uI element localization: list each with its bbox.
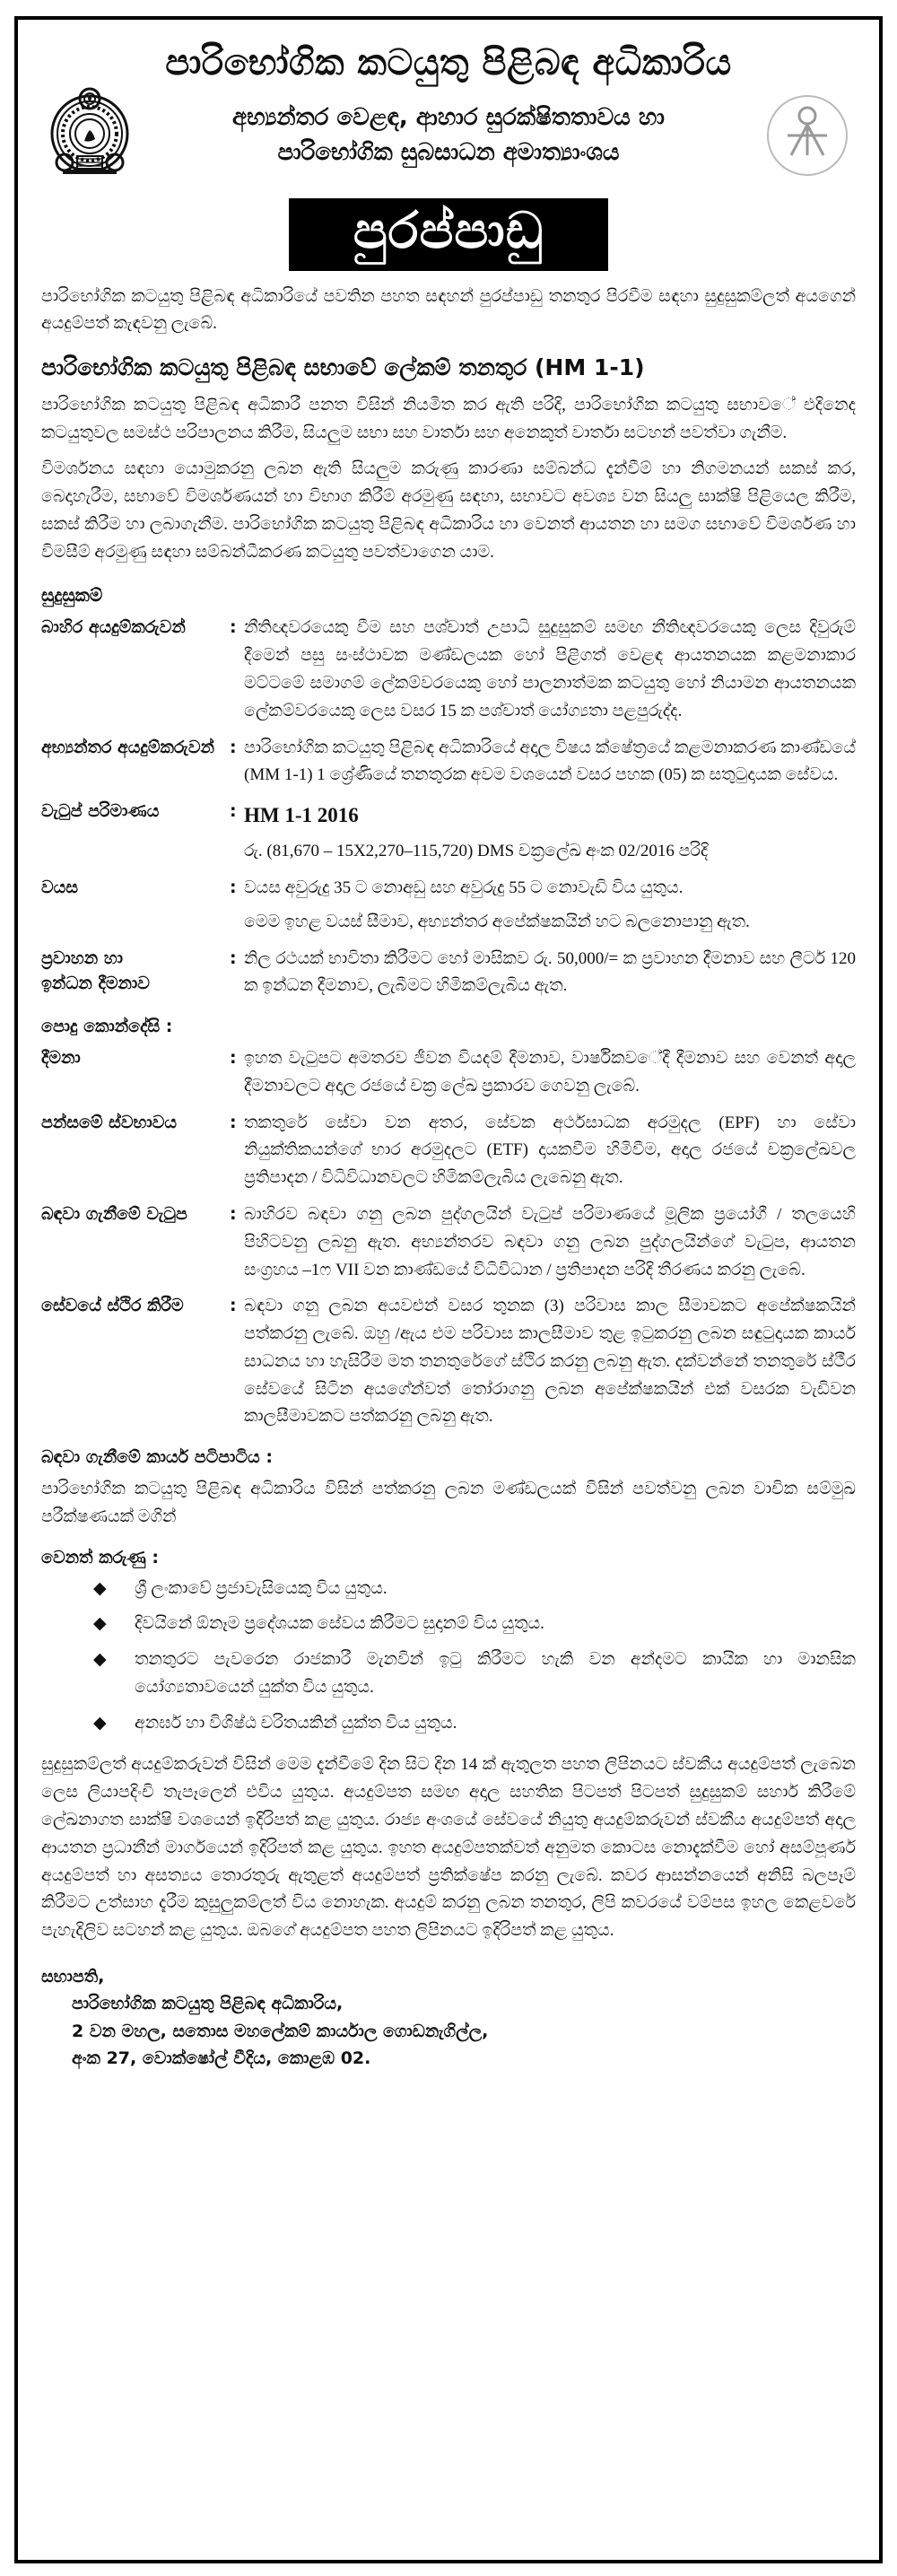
condition-row-pension <box>41 1110 856 1192</box>
row-label-line1: ප්‍රවාහන හා <box>41 947 123 968</box>
ministry-line-2: පාරිභෝගික සුබසාධන අමාත්‍යාංශය <box>277 138 620 166</box>
vacancy-banner-wrap <box>41 198 856 271</box>
ministry-subtitle <box>138 100 759 170</box>
other-bullet-item <box>41 1646 856 1702</box>
other-bullet-item <box>41 1611 856 1638</box>
row-colon: : <box>230 1203 237 1224</box>
general-conditions-heading: පොදු කොන්දේසි : <box>41 1017 173 1037</box>
row-value: ඉහත වැටුපට අමතරව ජීවන වියදම් දීමනාව, වාර්ෂිකව​ේදී දීමනාව සහ වෙනත් අදාල දීමනාවලට අදාල රජයේ චක්‍ර ලේඛ ප්‍රකාරව ගෙවනු ලැබේ. <box>244 1049 856 1096</box>
row-colon: : <box>230 1296 237 1316</box>
signatory-title: සභාපති, <box>41 1966 105 1987</box>
row-label: සේවයේ ස්ථිර කිරීම <box>41 1296 184 1316</box>
recruitment-procedure-heading: බඳවා ගැනීමේ කාර්ය පටිපාටිය : <box>41 1447 273 1468</box>
row-label: බඳවා ගැනීමේ වැටුප <box>41 1203 187 1224</box>
diamond-bullet-icon: ◆ <box>93 1650 107 1670</box>
closing-instructions-paragraph: සුදුසුකම්ලත් අයදුම්කරුවන් විසින් මෙම දැන්වීමේ දින සිට දින 14 ක් ඇතුලත පහත ලිපිනයට ස්වකීය අයදුම්පත් ලැබෙන ලෙස ලියාපදිංචි තැපෑලෙන් එවිය යුතුය. අයදුම්පත සමඟ අදාල සහතික පිටපත් පිටපත් සුදුසුකම් සහාර් කිරීමේ ලේඛනාගත සාක්ෂි වශයෙන් ඉදිරිපත් කළ යුතුය. රාජ්‍ය අංශයේ සේවයේ නියුතු අයදුම්කරුවන් ස්වකීය අයදුම්පත් අදාල ආයතන ප්‍රධානීන් මාර්ගයෙන් ඉදිරිපත් කළ යුතුය. ඉහත අයදුම්පතක්වත් අනුමත කොටස නොදැක්වීම හෝ අසම්පූර්ණ අයදුම්පත් හා අසත්‍යය තොරතුරු ඇතුළත් අයදුම්පත් ප්‍රතික්ෂේප කරනු ලැබේ. කවර ආසන්නයෙන් අනිසි බලපෑම් කිරීමට උත්සාහ දැරීම කුසුලුකම්ලත් විය නොහැක. අයදුම් කරනු ලබන තනතුර, ලිපි කවරයේ වම්පස ඉහල කෙළවරේ පැහැදිලිව සටහන් කළ යුතුය. ඔබගේ අයදුම්පත පහත ලිපිනයට ඉදිරිපත් කළ යුතුය. <box>41 1755 856 1941</box>
row-label <box>41 946 230 997</box>
row-colon: : <box>230 1112 237 1132</box>
row-value: පාරිභෝගික කටයුතු පිළිබඳ අධිකාරියේ අදාල විෂය ක්ෂේත්‍රයේ කළමනාකරණ කාණ්ඩයේ (MM 1-1) 1 ශ්‍රේණියේ තනතුරක අවම වශයෙන් වසර පහක (05) ක සතුටුදායක සේවය. <box>244 738 856 785</box>
row-value <box>244 799 856 866</box>
salary-grade-code: HM 1-1 2016 <box>244 804 359 827</box>
salary-range-text: රු. (81,670 – 15X2,270–115,720) DMS චක්‍රලේඛ අංක 02/2016 පරිදි <box>244 842 709 861</box>
page-title: පාරිභෝගික කටයුතු පිළිබඳ අධිකාරිය <box>165 42 732 83</box>
vacancy-banner: පුරප්පාඩු <box>289 198 608 271</box>
row-colon: : <box>230 947 237 968</box>
bullet-text: ශ්‍රී ලංකාවේ ප්‍රජාවැසියෙකු විය යුතුය. <box>135 1578 388 1598</box>
other-bullet-item <box>41 1576 856 1603</box>
qualification-row-salary-scale <box>41 799 856 866</box>
qualification-row-external <box>41 615 856 725</box>
age-limit-text: වයස අවුරුදු 35 ට නොඅඩු සහ අවුරුදු 55 ට නොවැඩි විය යුතුය. <box>244 878 684 898</box>
other-requirements-heading: වෙනත් කරුණු : <box>41 1547 159 1567</box>
diamond-bullet-icon: ◆ <box>93 1578 107 1598</box>
condition-row-allowances <box>41 1045 856 1101</box>
address-line-3: අංක 27, වොක්ෂෝල් වීදිය, කොළඹ 02. <box>72 2048 371 2068</box>
row-colon: : <box>230 737 237 757</box>
row-label: පන්සමේ ස්වභාවය <box>41 1112 178 1132</box>
row-colon: : <box>230 801 237 822</box>
condition-row-confirmation <box>41 1293 856 1431</box>
row-colon: : <box>230 878 237 898</box>
diamond-bullet-icon: ◆ <box>93 1614 107 1634</box>
sri-lanka-national-emblem-icon <box>41 87 138 184</box>
qualification-row-transport-allowance <box>41 946 856 1001</box>
address-line-2: 2 වන මහල, සතොස මහලේකම් කාර්යාල ගොඩනැගිල්ල, <box>72 2021 489 2041</box>
duties-paragraph-2: විමර්ශනය සඳහා යොමුකරනු ලබන ඇති සියලුම කරුණු කාරණා සම්බන්ධ දැන්වීම් හා නිගමනයන් සකස් කර, බෙදාහැරීම, සභාවේ විමර්ශණයන් හා විභාග කිරීම් අරමුණු සඳහා, සභාවට අවශ්‍ය වන සියලු සාක්ෂි පිළියෙල කිරීම, සකස් කිරීම හා ලබාගැනීම. පාරිභෝගික කටයුතු පිළිබඳ අධිකාරිය හා වෙනත් ආයතන හා සමග සභාවේ විමර්ශණ හා විමසීම් අරමුණු සඳහා සම්බන්ධීකරණ කටයුතු පවත්වාගෙන යාම. <box>41 459 856 562</box>
bullet-text: අනර්ඝ හා විශිෂ්ඨ චරිතයකින් යුක්ත විය යුතුය. <box>135 1713 457 1733</box>
recruitment-procedure-paragraph: පාරිභෝගික කටයුතු පිළිබඳ අධිකාරිය විසින් පත්කරනු ලබන මණ්ඩලයක් විසින් පවත්වනු ලබන වාචික සම්මුඛ පරීක්ෂණයක් මගින් <box>41 1480 856 1526</box>
address-line-1: පාරිභෝගික කටයුතු පිළිබඳ අධිකාරිය, <box>72 1994 344 2014</box>
qualification-row-internal <box>41 735 856 790</box>
row-label: බාහිර අයදුම්කරුවන් <box>41 617 186 638</box>
row-label: දීමනා <box>41 1048 81 1069</box>
condition-row-recruitment-salary <box>41 1201 856 1284</box>
row-value: බාහිරව බඳවා ගනු ලබන පුද්ගලයින් වැටුප් පරිමාණයේ මූලික ප්‍රයෝගී / තලයෙහි පිහිටවනු ලබනු ඇත. අභ්‍යන්තරව බඳවා ගනු ලබන පුද්ගලයින්ගේ වැටුප, ආයතන සංග්‍රහය –1ෆ VII වන කාණ්ඩයේ විධිවිධාන / ප්‍රතිපාදන පරිදි තීරණය කරනු ලැබේ. <box>244 1204 856 1279</box>
row-label: අභ්‍යන්තර අයදුම්කරුවන් <box>41 737 214 757</box>
other-bullet-item <box>41 1710 856 1738</box>
row-value: තකතුරේ සේවා වන අතර, සේවක අර්ථසාධක අරමුදල (EPF) හා සේවා නියුක්තිකයන්ගේ භාර අරමුදලට (ETF) දායකවීම හිමිවීම, අදාල රජයේ චක්‍රලේඛවල ප්‍රතිපාදන / විධිවිධානවලට හිමිකම්ලැබිය ලැබෙනු ඇත. <box>244 1113 856 1188</box>
row-value <box>244 875 856 937</box>
notice-border-frame <box>14 16 883 2563</box>
bullet-text: දිවයිනේ ඕනෑම ප්‍රදේශයක සේවය කිරීමට සුදානම් විය යුතුය. <box>135 1614 544 1634</box>
job-title-heading: පාරිභෝගික කටයුතු පිළිබඳ සභාවේ ලේකම් තනතුර (HM 1-1) <box>41 354 645 381</box>
diamond-bullet-icon: ◆ <box>93 1713 107 1733</box>
age-exemption-text: මෙම ඉහළ වයස් සීමාව, අභ්‍යන්තර අපේක්ෂකයින් හට බලනොපානු ඇත. <box>244 912 750 931</box>
ministry-line-1: අභ්‍යන්තර වෙළඳ, ආහාර සුරක්ෂිතතාවය හා <box>232 103 665 131</box>
header-row <box>41 87 856 184</box>
bullet-text: තනතුරට පැවරෙන රාජකාරී මැනවින් ඉටු කිරීමට හැකි වන අන්දමට කායික හා මානසික යෝග්‍යතාවයෙන් යුක්ත විය යුතුය. <box>135 1650 856 1697</box>
row-value: බඳවා ගනු ලබන අයවළුන් වසර තුනක (3) පරිවාස කාල සීමාවකට අපේක්ෂකයින් පත්කරනු ලැබේ. ඔහු /ඇය එම පරිවාස කාලසීමාව තුළ ඉටුකරනු ලබන සඳුටුදායක කාර්ය සාධනය හා හැසිරීම මත තනතුරේගේ ස්ථිර කරනු ලබනු ඇත. දක්වන්නේ තනතුරේ ස්ථීර සේවයේ සිටින අයගේන්වත් තෝරාගනු ලබන අපේක්ෂකයින් එක් වසරක වැඩිවන කාලසීමාවකට පත්කරනු ලබනු ඇත. <box>244 1297 856 1427</box>
row-value: නීතිඥවරයෙකු වීම සහ පශ්චාත් උපාධි සුදුසුකම් සමඟ නීතිඥවරයෙකු ලෙස දිවුරුම් දීමෙන් පසු සංස්ථාවක මණ්ඩලයක හෝ පිළිගත් වෙළඳ ආයතනයක කළමනාකාර මට්ටමේ සමාගම් ලේකම්වරයෙකු හෝ පාලනාත්මක කටයුතු හෝ නියාමන ආයතනයක ලේකම්වරයෙකු ලෙස වසර 15 ක පශ්චාත් යෝග්‍යතා පළපුරුද්ද. <box>244 618 856 720</box>
row-label-line2: ඉන්ධන දීමනාව <box>41 974 150 994</box>
signature-address-block <box>41 1963 856 2073</box>
qualifications-heading: සුදුසුකම් <box>41 584 103 607</box>
intro-paragraph: පාරිභෝගික කටයුතු පිළිබඳ අධිකාරියේ පවතින පහත සඳහන් පුරප්පාඩු තනතුර පිරවීම සඳහා සුදුසුකම්ලත් අයගෙන් අයදුම්පත් කැඳවනු ලැබේ. <box>41 286 856 334</box>
row-label: වයස <box>41 878 78 898</box>
duties-paragraph-1: පාරිභෝගික කටයුතු පිළිබඳ අධිකාරී පනත විසින් නියමිත කර ඇති පරිදි, පාරිභෝගික කටයුතු සභාව​ේ එදිනෙද කටයුතුවල සමස්ථ පරිපාලනය කිරීම, සියලුම සභා සහ වාර්තා සහ අනෙකුත් වාර්තා සටහන් පවත්වා ගැනීම. <box>41 395 856 442</box>
row-colon: : <box>230 617 237 638</box>
row-value: නිල රථයක් භාවිතා කිරීමට හෝ මාසිකව රු. 50,000/= ක ප්‍රවාහන දීමනාව සහ ලීටර් 120 ක ඉන්ධන දීමනාව, ලැබීමට හිමිකම්ලැබිය ඇත. <box>244 948 856 996</box>
row-label: වැටුප් පරිමාණය <box>41 801 160 822</box>
consumer-affairs-authority-logo-icon <box>759 92 856 179</box>
qualification-row-age <box>41 875 856 937</box>
row-colon: : <box>230 1048 237 1069</box>
